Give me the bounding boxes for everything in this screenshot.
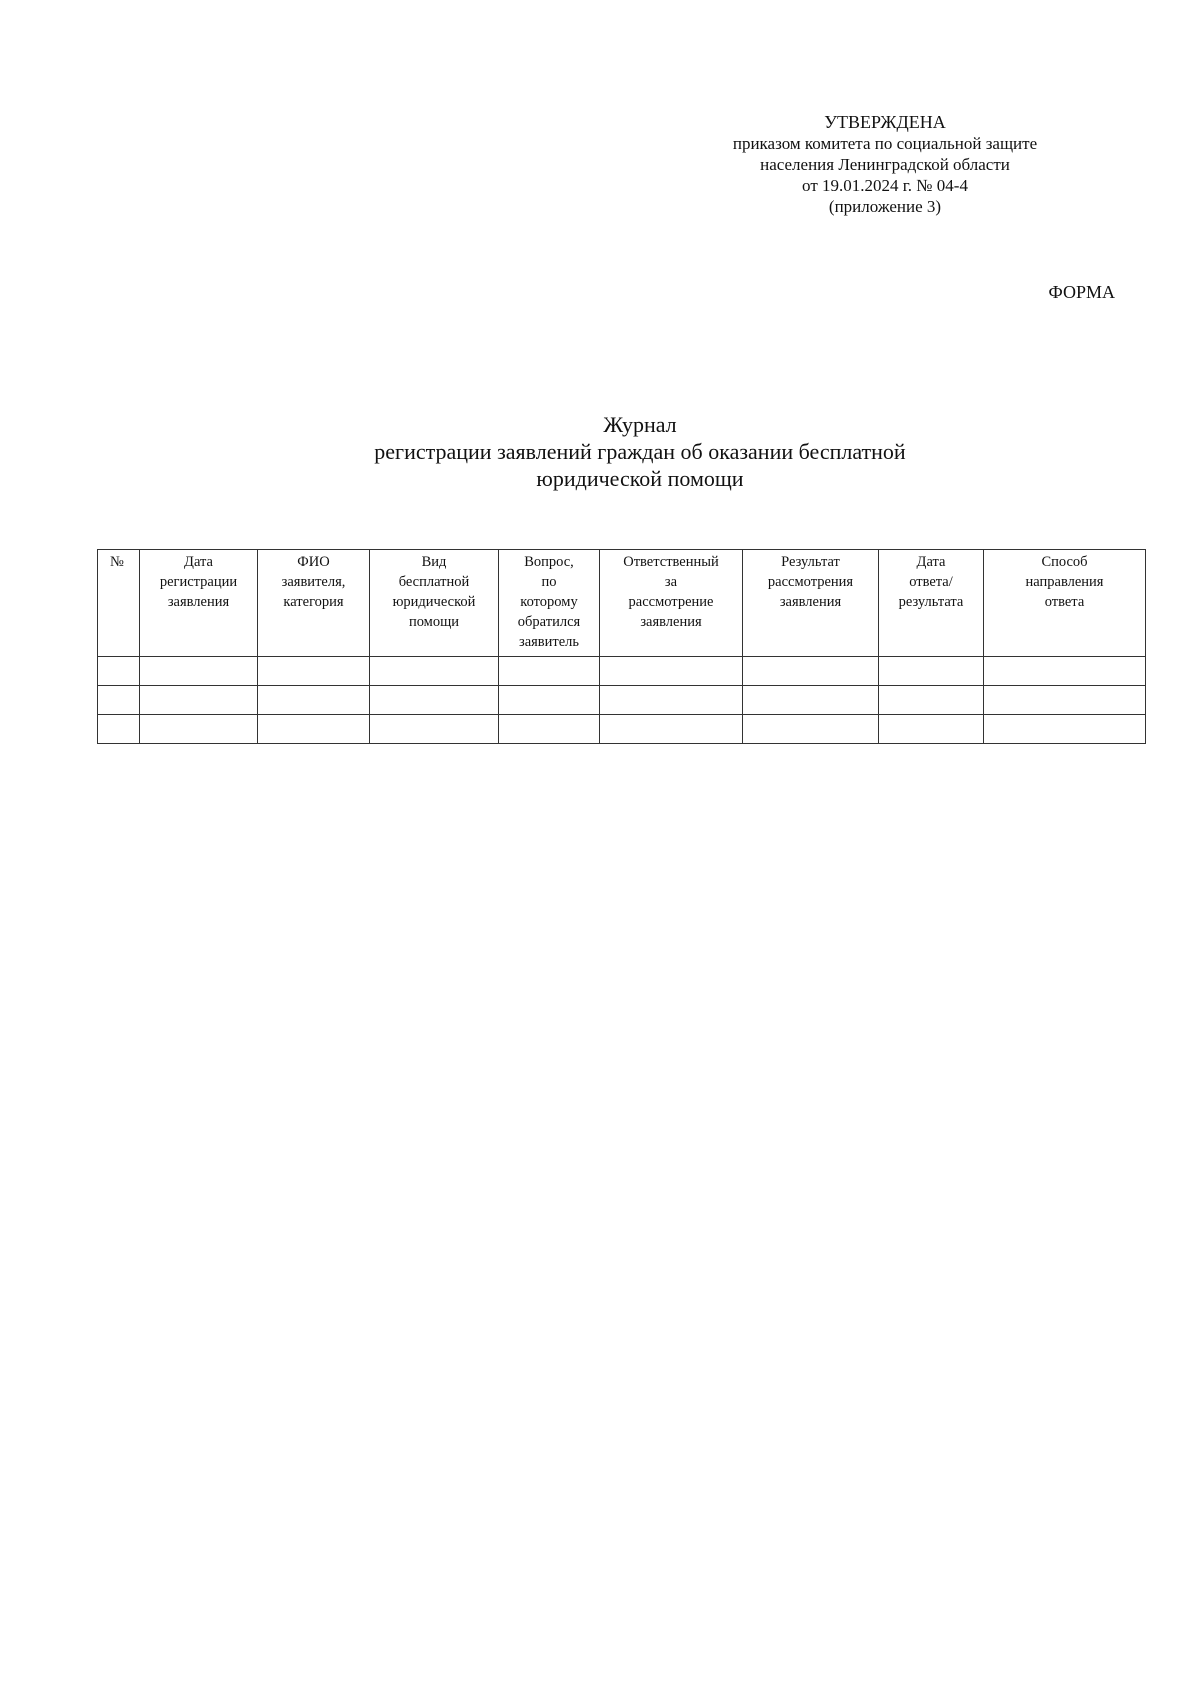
title-line-2: регистрации заявлений граждан об оказании бесплатной (374, 439, 906, 464)
table-cell[interactable] (98, 715, 140, 744)
approval-line-4: (приложение 3) (828, 197, 942, 216)
table-cell[interactable] (370, 657, 499, 686)
header-response-method (984, 550, 1146, 657)
form-label: ФОРМА (1048, 282, 1115, 302)
header-line: Вопрос, (524, 554, 574, 570)
header-line: заявления (779, 594, 842, 610)
table-cell[interactable] (370, 686, 499, 715)
table-cell[interactable] (984, 686, 1146, 715)
header-line: рассмотрения (767, 574, 854, 590)
header-line: Дата (184, 554, 213, 570)
header-responsible (600, 550, 743, 657)
table-cell[interactable] (879, 715, 984, 744)
table-cell[interactable] (600, 657, 743, 686)
header-line: Вид (421, 554, 447, 570)
table-cell[interactable] (743, 715, 879, 744)
header-line: юридической (392, 594, 476, 610)
header-line: заявления (167, 594, 230, 610)
table-cell[interactable] (499, 657, 600, 686)
header-line: ФИО (297, 554, 330, 570)
table-cell[interactable] (499, 715, 600, 744)
title-line-1: Журнал (603, 412, 677, 437)
header-line: заявления (640, 614, 702, 630)
header-help-type (370, 550, 499, 657)
document-title (300, 411, 980, 492)
journal-table (97, 549, 1146, 744)
table-cell[interactable] (370, 715, 499, 744)
approval-line-3: от 19.01.2024 г. № 04-4 (802, 176, 968, 195)
header-line: Результат (781, 554, 840, 570)
header-line: категория (283, 594, 344, 610)
header-line: бесплатной (398, 574, 470, 590)
header-applicant-name (258, 550, 370, 657)
header-response-date (879, 550, 984, 657)
table-cell[interactable] (879, 686, 984, 715)
table-cell[interactable] (258, 657, 370, 686)
header-line: Дата (916, 554, 946, 570)
table-cell[interactable] (258, 715, 370, 744)
table-cell[interactable] (984, 657, 1146, 686)
table-cell[interactable] (258, 686, 370, 715)
table-row (98, 686, 1146, 715)
table-cell[interactable] (140, 657, 258, 686)
table-cell[interactable] (499, 686, 600, 715)
table-cell[interactable] (600, 715, 743, 744)
table-cell[interactable] (984, 715, 1146, 744)
approval-block (650, 112, 1120, 217)
header-line: ответа/ (909, 574, 953, 590)
table-cell[interactable] (140, 715, 258, 744)
header-line: которому (520, 594, 578, 610)
header-line: по (541, 574, 557, 590)
table-cell[interactable] (743, 657, 879, 686)
table-row (98, 657, 1146, 686)
header-line: заявителя, (281, 574, 346, 590)
header-line: обратился (517, 614, 581, 630)
header-line: Способ (1041, 554, 1088, 570)
header-line: помощи (408, 614, 460, 630)
header-line: за (664, 574, 678, 590)
table-cell[interactable] (743, 686, 879, 715)
header-line: регистрации (159, 574, 238, 590)
approval-line-1: приказом комитета по социальной защите (732, 134, 1038, 153)
header-line: результата (898, 594, 964, 610)
approval-line-2: населения Ленинградской области (760, 155, 1010, 174)
table-header-row (98, 550, 1146, 657)
header-registration-date (140, 550, 258, 657)
header-line: № (110, 554, 124, 570)
table-cell[interactable] (879, 657, 984, 686)
header-number (98, 550, 140, 657)
table-cell[interactable] (600, 686, 743, 715)
header-line: Ответственный (623, 554, 719, 570)
table-cell[interactable] (140, 686, 258, 715)
header-question (499, 550, 600, 657)
table-cell[interactable] (98, 657, 140, 686)
header-line: рассмотрение (628, 594, 714, 610)
header-result (743, 550, 879, 657)
table-row (98, 715, 1146, 744)
header-line: заявитель (518, 634, 580, 650)
title-line-3: юридической помощи (536, 466, 744, 491)
header-line: ответа (1044, 594, 1085, 610)
header-line: направления (1025, 574, 1104, 590)
table-cell[interactable] (98, 686, 140, 715)
approval-heading: УТВЕРЖДЕНА (824, 112, 946, 132)
